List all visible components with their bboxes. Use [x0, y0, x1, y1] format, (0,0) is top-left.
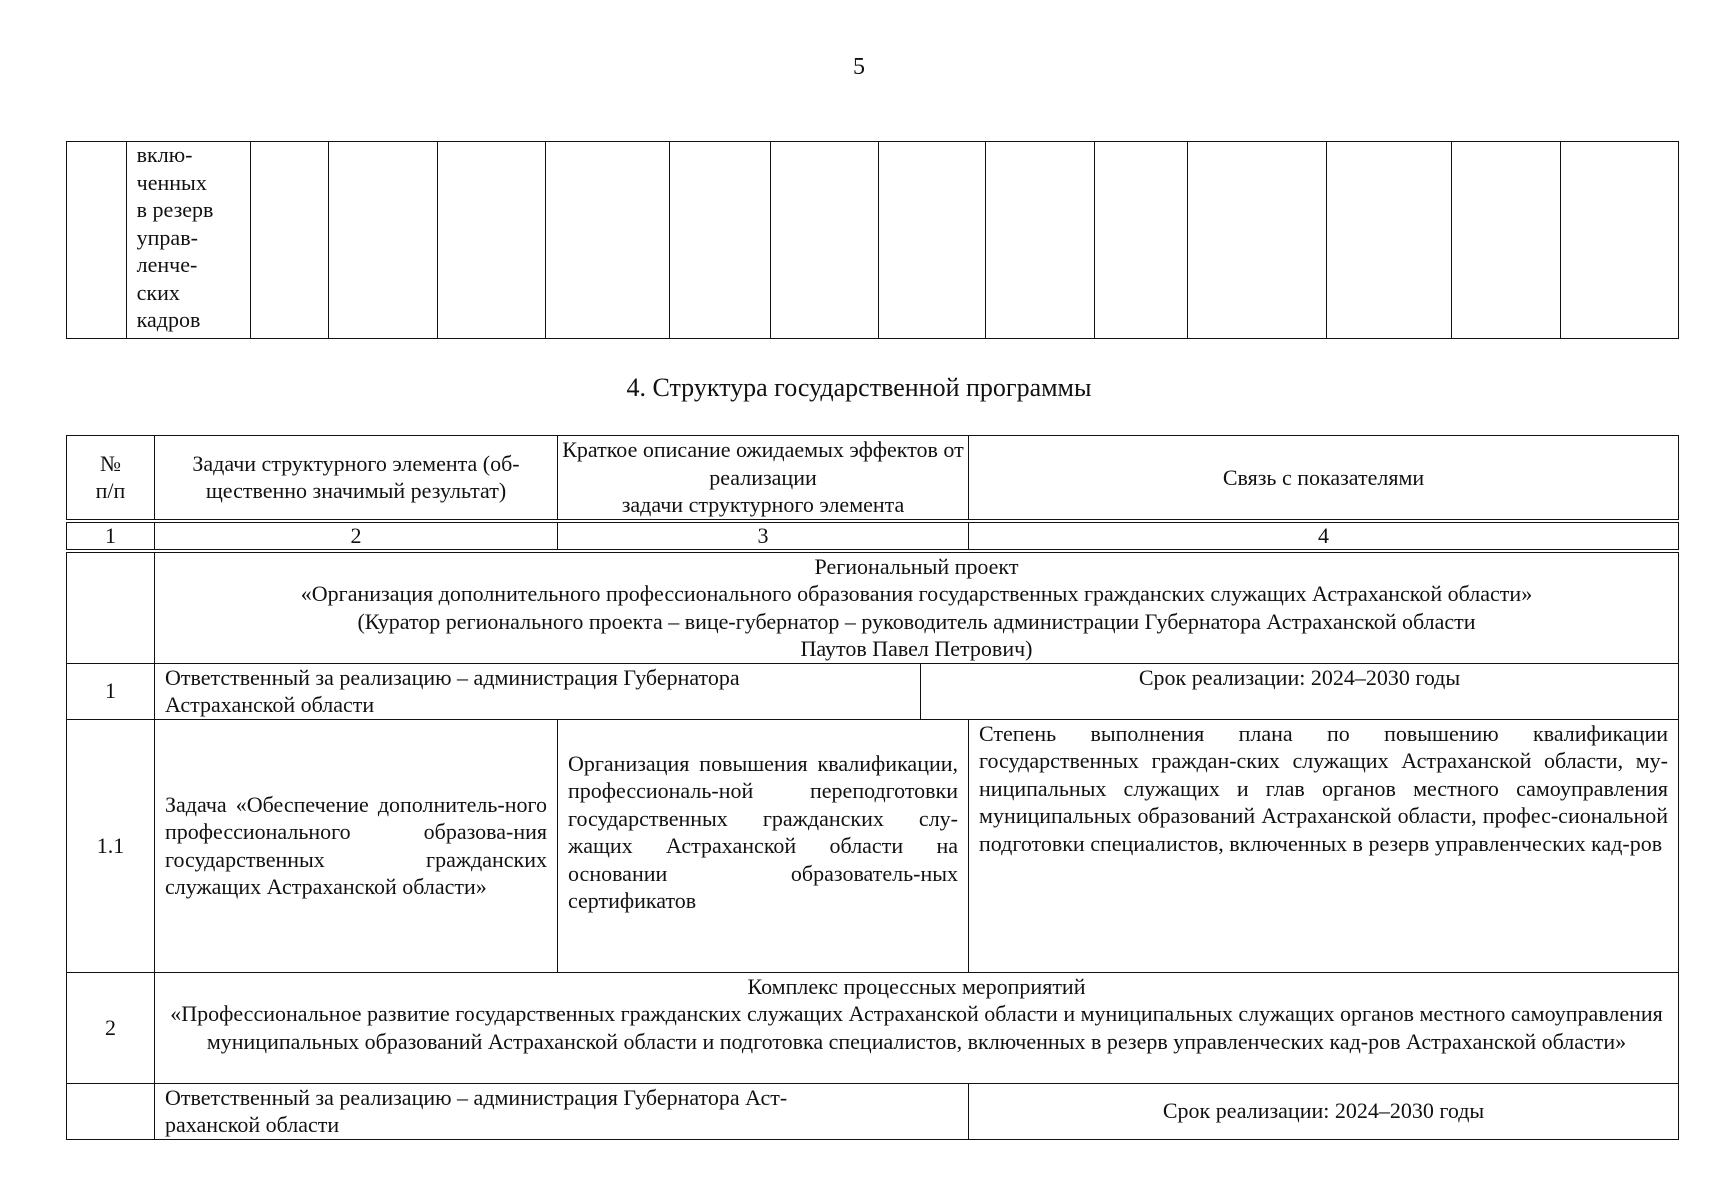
- program-structure-table: [66, 435, 1679, 1140]
- responsible-row-1: [67, 663, 1679, 719]
- cell-empty: [1187, 142, 1327, 339]
- row-1-1-num-text: 1.1: [96, 832, 125, 858]
- row-1-term-text: Срок реализации: 2024–2030 годы: [1138, 664, 1461, 690]
- row-2-term-text: Срок реализации: 2024–2030 годы: [1162, 1098, 1485, 1124]
- row-1-1-num: [67, 719, 155, 972]
- cell-empty: [251, 142, 329, 339]
- header-effects: [558, 436, 969, 521]
- regional-project-num: [67, 551, 155, 664]
- cell-empty: [986, 142, 1095, 339]
- row-1-1-effect-text: Организация повышения квалификации, профессиональ-ной переподготовки государственных гражданских слу-жащих Астраханской области на основании образователь-ных сертификатов: [568, 750, 959, 913]
- cell-empty: [329, 142, 438, 339]
- cell-empty: [1560, 142, 1678, 339]
- column-number: [558, 521, 969, 551]
- row-1-responsible-text: Ответственный за реализацию – администрация Губернатора Астраханской области: [165, 664, 740, 717]
- row-1-1-link: [969, 719, 1679, 972]
- column-number-text: 1: [105, 522, 116, 548]
- column-numbers-row: [67, 521, 1679, 551]
- row-1-term: [921, 663, 1679, 719]
- row-2-term: [969, 1083, 1679, 1139]
- header-tasks: [155, 436, 558, 521]
- row-1-1-link-text: Степень выполнения плана по повышению квалификации государственных граждан-ских служащих Астраханской области, му-ниципальных служащих и глав органов местного самоуправления муниципальных образований Астраханской области, профес-сиональной подготовки специалистов, включенных в резерв управленческих кад-ров: [979, 720, 1669, 856]
- row-1-1-task-text: Задача «Обеспечение дополнитель-ного профессионального образова-ния государственных гражданских служащих Астраханской области»: [165, 791, 547, 899]
- regional-project-text: Региональный проект «Организация дополнительного профессионального образования государственных гражданских служащих Астраханской области» (Куратор регионального проекта – вице-губернатор – руководитель администрации Губернатора Астраханской области Паутов Павел Петрович): [300, 553, 1533, 661]
- responsible-row-2: [67, 1083, 1679, 1139]
- task-row-1-1: [67, 719, 1679, 972]
- cell-indicator-fragment: [126, 142, 251, 339]
- row-1-num-text: 1: [105, 678, 116, 704]
- column-number-text: 3: [757, 522, 769, 548]
- row-2-cell: [155, 972, 1679, 1083]
- cell-empty: [437, 142, 546, 339]
- header-num: [67, 436, 155, 521]
- continuation-row: [67, 142, 1679, 339]
- header-effects-text: Краткое описание ожидаемых эффектов от реализации задачи структурного элемента: [562, 437, 964, 517]
- header-links-text: Связь с показателями: [1222, 464, 1425, 490]
- column-number-text: 4: [1318, 522, 1330, 548]
- cell-empty: [546, 142, 670, 339]
- regional-project-cell: [155, 551, 1679, 664]
- header-num-text: № п/п: [95, 450, 126, 504]
- cell-empty: [771, 142, 879, 339]
- cell-empty: [1095, 142, 1188, 339]
- column-number: [969, 521, 1679, 551]
- cell-empty: [1327, 142, 1452, 339]
- indicator-fragment-text: вклю- ченных в резерв управ- ленче- ских кадров: [136, 142, 214, 332]
- header-row: [67, 436, 1679, 521]
- row-1-1-task: [155, 719, 558, 972]
- page-number: 5: [853, 54, 865, 80]
- row-1-1-effect: [558, 719, 969, 972]
- column-number: [67, 521, 155, 551]
- regional-project-row: [67, 551, 1679, 664]
- process-complex-row: [67, 972, 1679, 1083]
- row-2-responsible: [155, 1083, 969, 1139]
- row-2-num: [67, 972, 155, 1083]
- header-links: [969, 436, 1679, 521]
- header-tasks-text: Задачи структурного элемента (об- щественно значимый результат): [192, 450, 520, 504]
- row-2-responsible-text: Ответственный за реализацию – администрация Губернатора Аст-раханской области: [165, 1084, 788, 1137]
- column-number-text: 2: [350, 522, 362, 548]
- row-1-responsible: [155, 663, 921, 719]
- continuation-table: [66, 141, 1679, 339]
- column-number: [155, 521, 558, 551]
- cell-empty: [67, 142, 127, 339]
- cell-empty: [669, 142, 770, 339]
- row-1-num: [67, 663, 155, 719]
- row-2-resp-num: [67, 1083, 155, 1139]
- cell-empty: [1451, 142, 1560, 339]
- row-2-text: Комплекс процессных мероприятий «Профессиональное развитие государственных гражданских служащих Астраханской области и муниципальных служащих органов местного самоуправления муниципальных образований Астраханской области и подготовка специалистов, включенных в резерв управленческих кад-ров Астраханской области»: [170, 973, 1663, 1054]
- section-title: 4. Структура государственной программы: [626, 373, 1092, 402]
- row-2-num-text: 2: [105, 1014, 116, 1040]
- cell-empty: [878, 142, 986, 339]
